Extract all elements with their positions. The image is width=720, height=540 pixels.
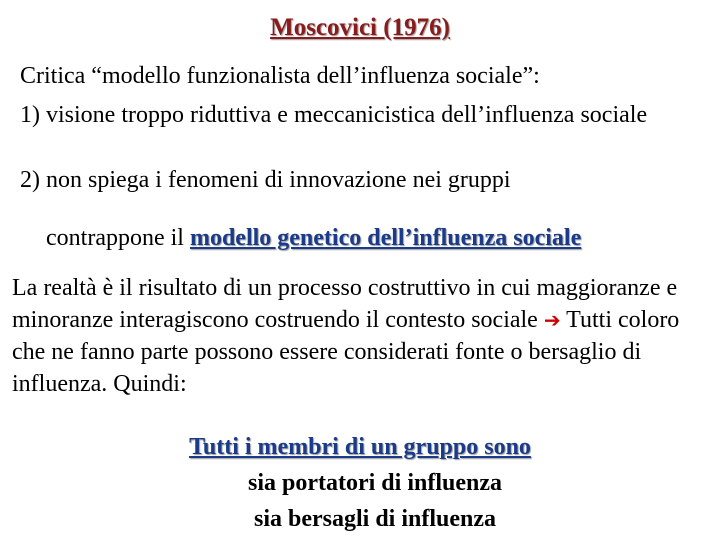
paragraph-part-1: La realtà è il risultato di un processo costruttivo in cui maggioranze e minoranze interagiscono costruendo il contesto sociale bbox=[12, 275, 678, 333]
conclusion-heading-row bbox=[0, 434, 720, 461]
genetic-model-label: modello genetico dell’influenza sociale bbox=[189, 225, 582, 251]
conclusion-heading: Tutti i membri di un gruppo sono bbox=[189, 434, 531, 460]
arrow-right-icon: ➔ bbox=[543, 308, 561, 332]
critique-point-2: 2) non spiega i fenomeni di innovazione nei gruppi bbox=[20, 167, 511, 193]
critique-point-1: 1) visione troppo riduttiva e meccanicistica dell’influenza sociale bbox=[20, 102, 648, 128]
critique-intro: Critica “modello funzionalista dell’influenza sociale”: bbox=[20, 63, 540, 89]
conclusion-line-1: sia portatori di influenza bbox=[247, 470, 502, 496]
contrast-line bbox=[46, 226, 581, 250]
paragraph-part-2: Tutti coloro che ne fanno parte possono essere considerati fonte o bersaglio di influenza. Quindi: bbox=[12, 307, 680, 397]
contrast-prefix: contrappone il bbox=[46, 225, 190, 251]
slide-title: Moscovici (1976) bbox=[270, 14, 450, 41]
conclusion-line-2: sia bersagli di influenza bbox=[253, 506, 497, 532]
reality-paragraph bbox=[12, 272, 702, 400]
